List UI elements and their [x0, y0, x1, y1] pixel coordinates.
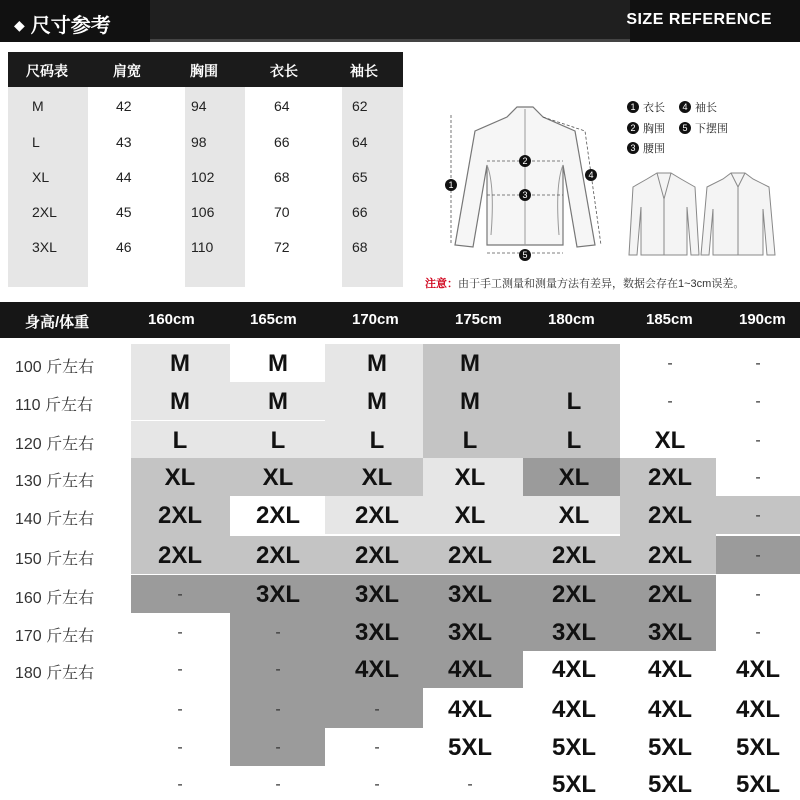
- recommended-size: L: [369, 427, 385, 454]
- size-table-cell: XL: [32, 169, 50, 185]
- size-col-bg: [88, 87, 185, 287]
- empty-cell-dash: -: [177, 701, 183, 718]
- recommended-size: M: [170, 350, 190, 377]
- recommended-size: 4XL: [647, 696, 692, 723]
- empty-cell-dash: -: [177, 624, 183, 641]
- svg-text:5: 5: [522, 250, 528, 260]
- size-table-cell: 66: [274, 134, 290, 150]
- legend-item: [627, 99, 665, 115]
- legend-label: 腰围: [643, 143, 665, 155]
- size-col-bg: [8, 87, 88, 287]
- recommended-size: M: [268, 350, 288, 377]
- recommended-size: 4XL: [354, 656, 399, 683]
- weight-label: 100 斤左右: [15, 359, 95, 376]
- recommended-size: 4XL: [551, 656, 596, 683]
- empty-cell-dash: -: [755, 586, 761, 603]
- recommended-size: 5XL: [551, 771, 596, 798]
- weight-label: 130 斤左右: [15, 473, 95, 490]
- recommended-size: 5XL: [735, 771, 780, 798]
- svg-text:3: 3: [522, 190, 528, 200]
- empty-cell-dash: -: [755, 393, 761, 410]
- recommended-size: 3XL: [551, 619, 596, 646]
- recommended-size: XL: [262, 464, 294, 491]
- empty-cell-dash: -: [755, 547, 761, 564]
- recommended-size: XL: [454, 464, 486, 491]
- recommended-size: XL: [558, 502, 590, 529]
- empty-cell-dash: -: [374, 739, 380, 756]
- recommended-size: 4XL: [447, 656, 492, 683]
- empty-cell-dash: -: [755, 624, 761, 641]
- recommended-size: 3XL: [647, 619, 692, 646]
- size-table-cell: 94: [191, 98, 207, 114]
- size-table-cell: 2XL: [32, 204, 57, 220]
- size-table-cell: 44: [116, 169, 132, 185]
- recommended-size: 3XL: [447, 619, 492, 646]
- size-table-cell: 68: [352, 239, 368, 255]
- section-divider: [0, 296, 800, 300]
- legend-number-icon: 2: [627, 122, 639, 134]
- empty-cell-dash: -: [755, 507, 761, 524]
- recommended-size: 2XL: [551, 581, 596, 608]
- recommended-size: 4XL: [735, 656, 780, 683]
- empty-cell-dash: -: [177, 661, 183, 678]
- recommended-size: M: [460, 388, 480, 415]
- size-col-bg: [245, 87, 342, 287]
- height-label: 185cm: [646, 311, 693, 328]
- size-table-cell: M: [32, 98, 44, 114]
- size-table-header-cell: 胸围: [190, 63, 218, 79]
- empty-cell-dash: -: [177, 586, 183, 603]
- recommended-size: 2XL: [255, 542, 300, 569]
- legend-label: 袖长: [695, 102, 717, 114]
- empty-cell-dash: -: [374, 776, 380, 793]
- empty-cell-dash: -: [275, 776, 281, 793]
- size-table-cell: 64: [352, 134, 368, 150]
- jacket-measure-svg: [425, 95, 800, 270]
- recommended-size: L: [566, 427, 582, 454]
- size-table-cell: 3XL: [32, 239, 57, 255]
- recommended-size: L: [172, 427, 188, 454]
- svg-text:4: 4: [588, 170, 594, 180]
- recommended-size: M: [170, 388, 190, 415]
- height-label: 160cm: [148, 311, 195, 328]
- recommended-size: L: [462, 427, 478, 454]
- recommended-size: XL: [164, 464, 196, 491]
- weight-label: 160 斤左右: [15, 590, 95, 607]
- empty-cell-dash: -: [755, 432, 761, 449]
- legend-item: [627, 140, 665, 156]
- size-table-cell: 110: [191, 239, 214, 255]
- recommended-size: L: [566, 388, 582, 415]
- size-table-cell: 45: [116, 204, 132, 220]
- recommended-size: M: [367, 388, 387, 415]
- size-table-header-cell: 衣长: [270, 63, 298, 79]
- recommended-size: 4XL: [551, 696, 596, 723]
- weight-label: 110 斤左右: [15, 397, 93, 414]
- recommended-size: 4XL: [735, 696, 780, 723]
- legend-item: [679, 99, 717, 115]
- hw-corner-label: 身高/体重: [25, 314, 90, 331]
- size-table-cell: 43: [116, 134, 132, 150]
- legend-number-icon: 5: [679, 122, 691, 134]
- height-label: 170cm: [352, 311, 399, 328]
- empty-cell-dash: -: [667, 393, 673, 410]
- page-title-en: SIZE REFERENCE: [626, 11, 772, 28]
- size-col-bg: [185, 87, 245, 287]
- legend-number-icon: 3: [627, 142, 639, 154]
- recommended-size: 2XL: [255, 502, 300, 529]
- recommended-size: 3XL: [354, 619, 399, 646]
- empty-cell-dash: -: [755, 355, 761, 372]
- diamond-icon: ◆: [14, 17, 25, 33]
- header-bar: [0, 0, 800, 42]
- size-table-header-cell: 肩宽: [113, 63, 141, 79]
- legend-number-icon: 4: [679, 101, 691, 113]
- size-table-cell: 72: [274, 239, 290, 255]
- height-label: 190cm: [739, 311, 786, 328]
- empty-cell-dash: -: [275, 624, 281, 641]
- recommended-size: M: [367, 350, 387, 377]
- empty-cell-dash: -: [275, 701, 281, 718]
- size-table-header-cell: 袖长: [350, 63, 378, 79]
- svg-text:1: 1: [448, 180, 454, 190]
- page-title: [14, 9, 111, 38]
- recommended-size: L: [270, 427, 286, 454]
- size-table-cell: 66: [352, 204, 368, 220]
- weight-label: 170 斤左右: [15, 628, 95, 645]
- legend-item: [679, 120, 728, 136]
- legend-item: [627, 120, 665, 136]
- height-label: 165cm: [250, 311, 297, 328]
- recommended-size: 5XL: [447, 734, 492, 761]
- empty-cell-dash: -: [667, 355, 673, 372]
- note-text: 由于手工测量和测量方法有差异，数据会存在1~3cm误差。: [458, 278, 745, 290]
- jacket-diagram: [425, 95, 800, 270]
- height-label: 180cm: [548, 311, 595, 328]
- size-table-cell: 98: [191, 134, 207, 150]
- empty-cell-dash: -: [275, 739, 281, 756]
- size-table-cell: 70: [274, 204, 290, 220]
- recommended-size: XL: [361, 464, 393, 491]
- empty-cell-dash: -: [177, 776, 183, 793]
- size-table-cell: 46: [116, 239, 132, 255]
- recommended-size: 3XL: [255, 581, 300, 608]
- size-table-cell: 42: [116, 98, 132, 114]
- size-table-cell: 64: [274, 98, 290, 114]
- height-label: 175cm: [455, 311, 502, 328]
- legend-number-icon: 1: [627, 101, 639, 113]
- recommended-size: 2XL: [647, 581, 692, 608]
- size-table-cell: 106: [191, 204, 215, 220]
- note-prefix: 注意：: [425, 278, 458, 290]
- recommended-size: 3XL: [354, 581, 399, 608]
- size-table-header-cell: 尺码表: [26, 63, 68, 79]
- empty-cell-dash: -: [177, 739, 183, 756]
- empty-cell-dash: -: [374, 701, 380, 718]
- recommended-size: 3XL: [447, 581, 492, 608]
- size-table-cell: L: [32, 134, 40, 150]
- legend-label: 胸围: [643, 123, 665, 135]
- size-table: [8, 52, 403, 287]
- recommended-size: 2XL: [354, 502, 399, 529]
- recommended-size: 4XL: [647, 656, 692, 683]
- legend-label: 下摆围: [695, 123, 728, 135]
- legend-label: 衣长: [643, 102, 665, 114]
- recommended-size: XL: [454, 502, 486, 529]
- recommended-size: 2XL: [157, 542, 202, 569]
- recommended-size: 5XL: [647, 734, 692, 761]
- size-table-cell: 102: [191, 169, 215, 185]
- size-table-cell: 68: [274, 169, 290, 185]
- svg-text:2: 2: [522, 156, 528, 166]
- recommended-size: M: [460, 350, 480, 377]
- size-table-header: [8, 52, 403, 87]
- recommended-size: 4XL: [447, 696, 492, 723]
- weight-label: 140 斤左右: [15, 511, 95, 528]
- recommended-size: 2XL: [647, 502, 692, 529]
- recommended-size: 2XL: [551, 542, 596, 569]
- empty-cell-dash: -: [467, 776, 473, 793]
- size-col-bg: [342, 87, 403, 287]
- recommended-size: 5XL: [647, 771, 692, 798]
- weight-label: 180 斤左右: [15, 665, 95, 682]
- weight-label: 120 斤左右: [15, 436, 95, 453]
- recommended-size: XL: [654, 427, 686, 454]
- empty-cell-dash: -: [275, 661, 281, 678]
- recommended-size: 5XL: [551, 734, 596, 761]
- recommended-size: 2XL: [157, 502, 202, 529]
- hw-chart-header: [0, 302, 800, 338]
- size-table-cell: 62: [352, 98, 368, 114]
- recommended-size: XL: [558, 464, 590, 491]
- recommended-size: 2XL: [354, 542, 399, 569]
- size-table-cell: 65: [352, 169, 368, 185]
- recommended-size: 2XL: [647, 542, 692, 569]
- recommended-size: 2XL: [447, 542, 492, 569]
- recommended-size: M: [268, 388, 288, 415]
- measurement-note: [425, 275, 744, 291]
- empty-cell-dash: -: [755, 469, 761, 486]
- page-title-text: 尺寸参考: [30, 15, 111, 37]
- weight-label: 150 斤左右: [15, 551, 95, 568]
- recommended-size: 5XL: [735, 734, 780, 761]
- recommended-size: 2XL: [647, 464, 692, 491]
